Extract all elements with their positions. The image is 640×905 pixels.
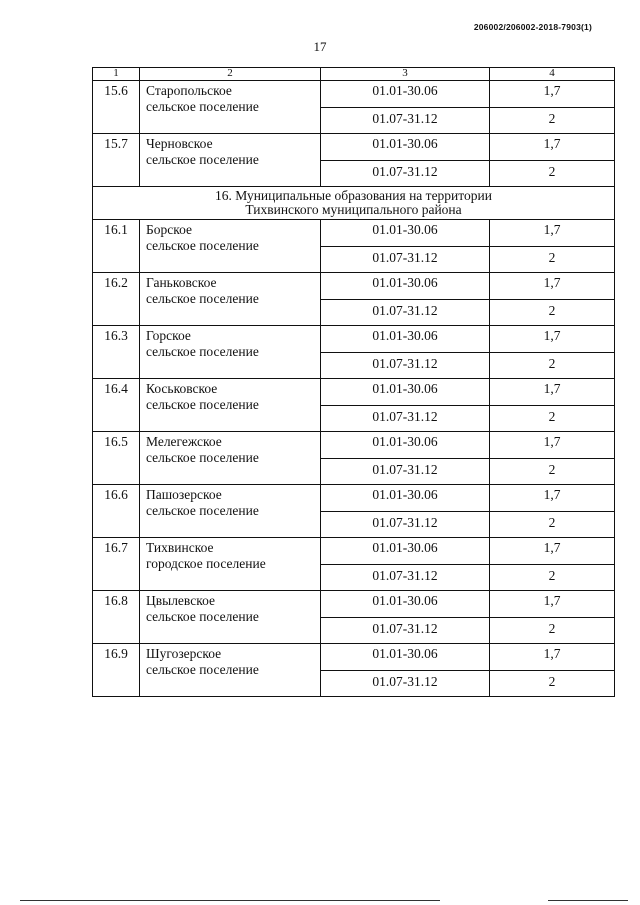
settlement-name-line1: Черновское [146, 136, 213, 151]
bottom-rule-left [20, 900, 440, 901]
period-cell: 01.07-31.12 [321, 353, 490, 379]
row-number: 16.7 [93, 538, 140, 591]
settlement-name-line2: сельское поселение [146, 99, 259, 114]
value-cell: 1,7 [490, 432, 615, 459]
table-row [93, 644, 615, 671]
period-cell: 01.07-31.12 [321, 565, 490, 591]
period-cell: 01.01-30.06 [321, 538, 490, 565]
value-cell: 2 [490, 108, 615, 134]
settlement-name-line1: Шугозерское [146, 646, 222, 661]
period-cell: 01.01-30.06 [321, 134, 490, 161]
settlement-name [140, 134, 321, 187]
settlement-name-line2: сельское поселение [146, 503, 259, 518]
settlement-name [140, 432, 321, 485]
row-number: 16.8 [93, 591, 140, 644]
row-number: 16.2 [93, 273, 140, 326]
settlement-name-line1: Мелегежское [146, 434, 222, 449]
value-cell: 2 [490, 406, 615, 432]
row-number: 16.6 [93, 485, 140, 538]
settlement-name-line2: сельское поселение [146, 291, 259, 306]
row-number: 16.5 [93, 432, 140, 485]
value-cell: 1,7 [490, 220, 615, 247]
period-cell: 01.07-31.12 [321, 108, 490, 134]
value-cell: 2 [490, 247, 615, 273]
settlement-name-line1: Борское [146, 222, 193, 237]
period-cell: 01.07-31.12 [321, 671, 490, 697]
section-header-row [93, 187, 615, 220]
value-cell: 2 [490, 300, 615, 326]
settlement-name [140, 326, 321, 379]
document-code: 206002/206002-2018-7903(1) [473, 22, 592, 32]
row-number: 16.3 [93, 326, 140, 379]
row-number: 16.9 [93, 644, 140, 697]
row-number: 15.7 [93, 134, 140, 187]
value-cell: 2 [490, 161, 615, 187]
period-cell: 01.07-31.12 [321, 300, 490, 326]
table-row [93, 273, 615, 300]
settlement-name [140, 379, 321, 432]
period-cell: 01.01-30.06 [321, 379, 490, 406]
column-header: 4 [490, 68, 615, 81]
column-header: 3 [321, 68, 490, 81]
row-number: 16.1 [93, 220, 140, 273]
page-number: 17 [313, 39, 327, 54]
bottom-rule-right [548, 900, 628, 901]
table-row [93, 432, 615, 459]
value-cell: 2 [490, 512, 615, 538]
period-cell: 01.01-30.06 [321, 273, 490, 300]
value-cell: 2 [490, 353, 615, 379]
section-title [93, 187, 615, 220]
value-cell: 1,7 [490, 379, 615, 406]
value-cell: 1,7 [490, 134, 615, 161]
settlement-name-line1: Старопольское [146, 83, 232, 98]
period-cell: 01.01-30.06 [321, 432, 490, 459]
settlement-name [140, 538, 321, 591]
value-cell: 1,7 [490, 591, 615, 618]
settlement-name-line2: городское поселение [146, 556, 266, 571]
settlement-name [140, 273, 321, 326]
settlement-name-line1: Пашозерское [146, 487, 222, 502]
settlement-name-line2: сельское поселение [146, 344, 259, 359]
settlement-name-line1: Горское [146, 328, 191, 343]
period-cell: 01.07-31.12 [321, 459, 490, 485]
settlement-name [140, 591, 321, 644]
period-cell: 01.01-30.06 [321, 81, 490, 108]
period-cell: 01.07-31.12 [321, 247, 490, 273]
value-cell: 1,7 [490, 485, 615, 512]
period-cell: 01.07-31.12 [321, 406, 490, 432]
value-cell: 2 [490, 618, 615, 644]
table-row [93, 220, 615, 247]
tariff-table [92, 67, 615, 697]
settlement-name [140, 644, 321, 697]
period-cell: 01.07-31.12 [321, 618, 490, 644]
settlement-name-line2: сельское поселение [146, 152, 259, 167]
section-title-line2: Тихвинского муниципального района [245, 202, 462, 217]
column-header-row [93, 68, 615, 81]
table-row [93, 326, 615, 353]
table-body [93, 68, 615, 697]
value-cell: 1,7 [490, 538, 615, 565]
table-row [93, 134, 615, 161]
period-cell: 01.01-30.06 [321, 326, 490, 353]
settlement-name-line1: Тихвинское [146, 540, 214, 555]
table-row [93, 485, 615, 512]
value-cell: 1,7 [490, 644, 615, 671]
settlement-name-line2: сельское поселение [146, 450, 259, 465]
value-cell: 2 [490, 459, 615, 485]
value-cell: 1,7 [490, 326, 615, 353]
value-cell: 2 [490, 671, 615, 697]
period-cell: 01.01-30.06 [321, 644, 490, 671]
table-row [93, 591, 615, 618]
settlement-name-line1: Ганьковское [146, 275, 217, 290]
column-header: 1 [93, 68, 140, 81]
row-number: 15.6 [93, 81, 140, 134]
settlement-name [140, 81, 321, 134]
value-cell: 1,7 [490, 81, 615, 108]
column-header: 2 [140, 68, 321, 81]
settlement-name-line1: Коськовское [146, 381, 218, 396]
period-cell: 01.01-30.06 [321, 485, 490, 512]
period-cell: 01.01-30.06 [321, 591, 490, 618]
settlement-name [140, 485, 321, 538]
settlement-name-line2: сельское поселение [146, 662, 259, 677]
value-cell: 2 [490, 565, 615, 591]
table-row [93, 81, 615, 108]
period-cell: 01.07-31.12 [321, 512, 490, 538]
section-title-line1: 16. Муниципальные образования на территории [215, 188, 492, 203]
settlement-name-line2: сельское поселение [146, 609, 259, 624]
period-cell: 01.01-30.06 [321, 220, 490, 247]
settlement-name [140, 220, 321, 273]
row-number: 16.4 [93, 379, 140, 432]
value-cell: 1,7 [490, 273, 615, 300]
period-cell: 01.07-31.12 [321, 161, 490, 187]
table-row [93, 538, 615, 565]
settlement-name-line2: сельское поселение [146, 397, 259, 412]
settlement-name-line2: сельское поселение [146, 238, 259, 253]
table-row [93, 379, 615, 406]
settlement-name-line1: Цвылевское [146, 593, 215, 608]
